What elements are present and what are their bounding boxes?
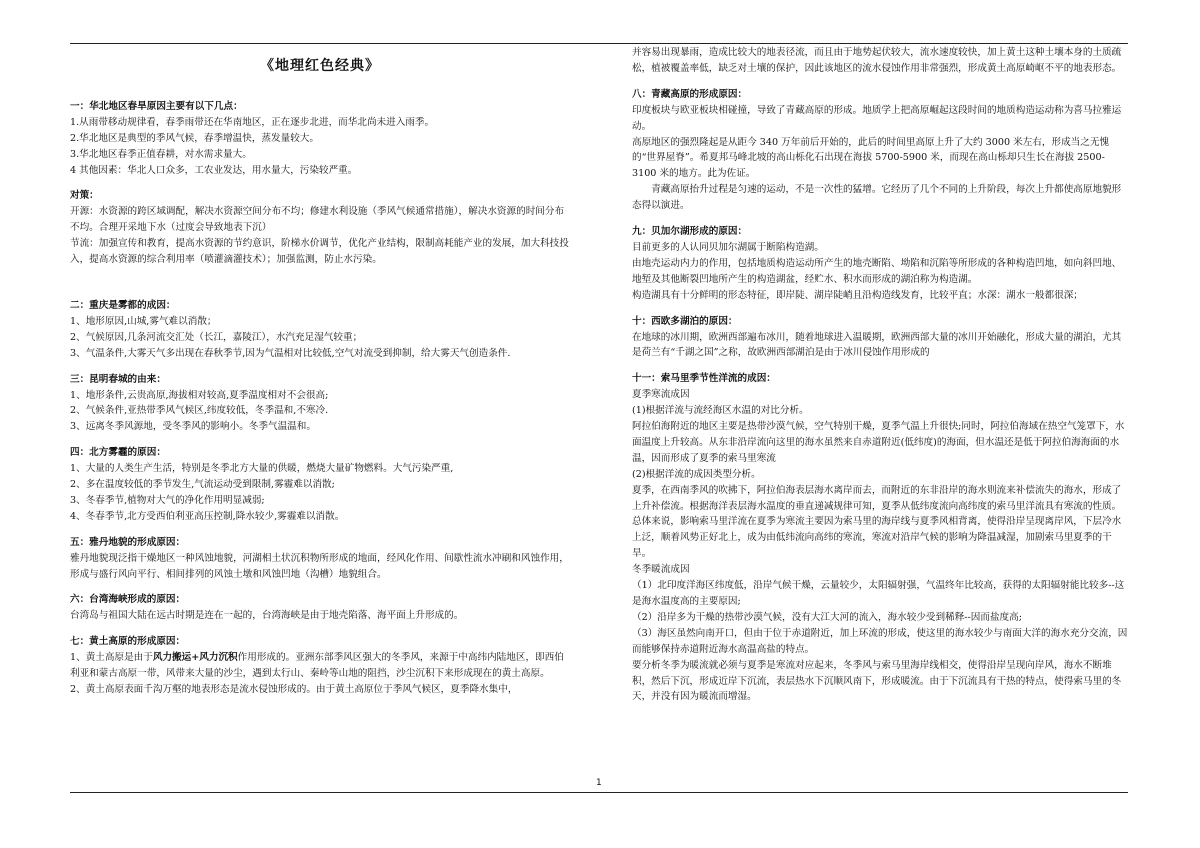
list-item: 3、冬春季节,植物对大气的净化作用明显减弱;	[70, 494, 265, 506]
paragraph	[70, 650, 570, 682]
list-item: 2.华北地区是典型的季风气候，春季增温快，蒸发量较大。	[70, 132, 319, 144]
list-item: 2、气候原因,几条河流交汇处（长江，嘉陵江），水汽充足湿气较重；	[70, 331, 363, 343]
paragraph: (1)根据洋流与流经海区水温的对比分析。	[632, 405, 809, 417]
list-item: 4 其他因素：华北人口众多，工农业发达，用水量大，污染较严重。	[70, 164, 358, 176]
paragraph: （3）海区虽然向南开口，但由于位于赤道附近，加上环流的形成，使这里的海水较少与南面大洋的海水充分交流，因而能够保持赤道附近海水高温高盐的特点。	[632, 627, 1128, 655]
section-heading-1: 一：华北地区春旱原因主要有以下几点：	[70, 100, 243, 112]
paragraph: （1）北印度洋海区纬度低，沿岸气候干燥，云量较少，太阳辐射强，气温终年比较高，获得的太阳辐射能比较多--这是海水温度高的主要原因;	[632, 580, 1125, 607]
subheading-countermeasures: 对策：	[70, 190, 99, 202]
page-number: 1	[596, 778, 602, 788]
text-run: 1、黄土高原是由于	[70, 652, 153, 664]
paragraph: 要分析冬季为暖流就必须与夏季是寒流对应起来，冬季风与索马里海岸线相交，使得沿岸呈现向岸风，海水不断堆积，然后下沉，形成近岸下沉流，表层热水下沉顺风南下，形成暖流。由于下沉流具有干热的特点，使得索马里的冬天，并没有因为暖流而增湿。	[632, 659, 1122, 703]
list-item: 1、地形条件,云贵高原,海拔相对较高,夏季温度相对不会很高;	[70, 389, 329, 401]
list-item: 3、远离冬季风源地，受冬季风的影响小。冬季气温温和。	[70, 421, 316, 433]
paragraph: 在地球的冰川期，欧洲西部遍布冰川，随着地球进入温暖期，欧洲西部大量的冰川开始融化，形成大量的湖泊，尤其是荷兰有“千湖之国”之称，故欧洲西部湖泊是由于冰川侵蚀作用形成的	[632, 331, 1122, 359]
paragraph: 节流：加强宣传和教育，提高水资源的节约意识，阶梯水价调节，优化产业结构，限制高耗能产业的发展，加大科技投入，提高水资源的综合利用率（喷灌滴灌技术）；加强监测，防止水污染。	[70, 238, 569, 266]
left-column	[70, 45, 570, 698]
paragraph: 总体来说，影响索马里洋流在夏季为寒流主要因为索马里的海岸线与夏季风相背离，使得沿岸呈现离岸风，下层冷水上泛，顺着风势正好北上，成为由低纬流向高纬的寒流，寒流对沿岸气候的影响为降温减湿，加剧索马里夏季的干旱。	[632, 516, 1122, 560]
paragraph: 冬季暖流成因	[632, 564, 690, 576]
list-item: 1、地形原因,山城,雾气难以消散；	[70, 315, 217, 327]
paragraph: (2)根据洋流的成因类型分析。	[632, 468, 761, 480]
section-heading-11: 十一：索马里季节性洋流的成因：	[632, 373, 776, 385]
list-item: 2、气候条件,亚热带季风气候区,纬度较低，冬季温和,不寒冷.	[70, 405, 329, 417]
list-item: 3.华北地区春季正值春耕，对水需求量大。	[70, 148, 252, 160]
list-item: 3、气温条件,大雾天气多出现在春秋季节,因为气温相对比较低,空气对流受到抑制，给大雾天气创造条件.	[70, 347, 511, 359]
paragraph: 夏季寒流成因	[632, 389, 690, 401]
section-heading-2: 二：重庆是雾都的成因：	[70, 299, 176, 311]
section-heading-3: 三：昆明春城的由来：	[70, 373, 166, 385]
right-column	[632, 45, 1128, 705]
paragraph: 阿拉伯海附近的地区主要是热带沙漠气候，空气特别干燥，夏季气温上升很快;同时，阿拉伯海域在热空气笼罩下，水面温度上升较高。从东非沿岸流向这里的海水虽然来自赤道附近(低纬度)的海面，但水温还是低于阿拉伯海海面的水温，因而形成了夏季的索马里寒流	[632, 421, 1125, 464]
list-item: 1、大量的人类生产生活，特别是冬季北方大量的供暖，燃烧大量矿物燃料。大气污染严重,	[70, 463, 454, 475]
section-heading-10: 十：西欧多湖泊的原因：	[632, 315, 738, 327]
bottom-rule	[70, 792, 1128, 793]
paragraph: 印度板块与欧亚板块相碰撞，导致了青藏高原的形成。地质学上把高原崛起这段时间的地质构造运动称为喜马拉雅运动。	[632, 104, 1122, 132]
paragraph: 高原地区的强烈隆起是从距今 340 万年前后开始的，此后的时间里高原上升了大约 3000 米左右，形成当之无愧的“世界屋脊”。希夏邦马峰北坡的高山栎化石出现在海拔 5700-5900 米，而现在高山栎却只生长在海拔 2500-3100 米的地方。此为佐证。	[632, 136, 1110, 180]
paragraph: 2、黄土高原表面千沟万壑的地表形态是流水侵蚀形成的。由于黄土高原位于季风气候区，夏季降水集中，	[70, 684, 518, 695]
section-heading-8: 八：青藏高原的形成原因：	[632, 88, 748, 100]
section-heading-6: 六：台湾海峡形成的原因：	[70, 594, 186, 606]
paragraph: 台湾岛与祖国大陆在远古时期是连在一起的，台湾海峡是由于地壳陷落、海平面上升形成的。	[70, 610, 464, 622]
list-item: 1.从雨带移动规律看，春季雨带还在华南地区，正在逐步北进，而华北尚未进入雨季。	[70, 116, 435, 128]
paragraph: 并容易出现暴雨，造成比较大的地表径流，而且由于地势起伏较大，流水速度较快，加上黄土这种土壤本身的土质疏松，植被覆盖率低，缺乏对土壤的保护，因此该地区的流水侵蚀作用非常强烈，形成黄土高原崎岖不平的地表形态。	[632, 47, 1122, 74]
top-rule	[70, 43, 1128, 44]
document-title: 《地理红色经典》	[260, 58, 380, 74]
section-heading-5: 五：雅丹地貌的形成原因：	[70, 536, 186, 548]
paragraph: 目前更多的人认同贝加尔湖属于断陷构造湖。	[632, 241, 824, 253]
paragraph: 雅丹地貌现泛指干燥地区一种风蚀地貌，河湖相土状沉积物所形成的地面，经风化作用、间歇性流水冲刷和风蚀作用，形成与盛行风向平行、相间排列的风蚀土墩和风蚀凹地（沟槽）地貌组合。	[70, 552, 569, 580]
section-heading-7: 七：黄土高原的形成原因：	[70, 636, 186, 648]
list-item: 4、冬春季节,北方受西伯利亚高压控制,降水较少,雾霾难以消散。	[70, 510, 345, 522]
paragraph: 青藏高原抬升过程是匀速的运动，不是一次性的猛增。它经历了几个不同的上升阶段，每次上升都使高原地貌形态得以演进。	[632, 184, 1122, 212]
bold-text-run: 风力搬运+风力沉积	[152, 652, 238, 664]
paragraph: （2）沿岸多为干燥的热带沙漠气候，没有大江大河的流入，海水较少受到稀释--因而盐度高;	[632, 611, 1022, 623]
section-heading-9: 九：贝加尔湖形成的原因：	[632, 226, 748, 238]
paragraph: 开源：水资源的跨区域调配，解决水资源空间分布不均；修建水利设施（季风气候通常措施），解决水资源的时间分布不均。合理开采地下水（过度会导致地表下沉）	[70, 206, 565, 234]
text-run: 作用形成的。亚洲东部季风区强大的冬季风，来源于中高纬内陆地区，即西伯利亚和蒙古高原一带，风带来大量的沙尘，遇到太行山、秦岭等山地的阻挡，沙尘沉积下来形成现在的黄土高原。	[70, 652, 564, 680]
list-item: 2、多在温度较低的季节发生,气流运动受到限制,雾霾难以消散;	[70, 479, 335, 491]
paragraph: 夏季，在西南季风的吹拂下，阿拉伯海表层海水离岸而去，而附近的东非沿岸的海水则流来补偿流失的海水，形成了上升补偿流。根据海洋表层海水温度的垂直递减规律可知，夏季从低纬度流向高纬度的索马里洋流具有寒流的性质。	[632, 484, 1122, 512]
paragraph: 构造湖具有十分鲜明的形态特征，即岸陡、湖岸陡峭且沿构造线发育，比较平直；水深：湖水一般都很深；	[632, 289, 1083, 301]
section-heading-4: 四：北方雾霾的原因：	[70, 447, 166, 459]
paragraph: 由地壳运动内力的作用，包括地质构造运动所产生的地壳断陷、坳陷和沉陷等所形成的各种构造凹地，如向斜凹地、地堑及其他断裂凹地所产生的构造湖盆，经贮水、积水而形成的湖泊称为构造湖。	[632, 257, 1122, 285]
